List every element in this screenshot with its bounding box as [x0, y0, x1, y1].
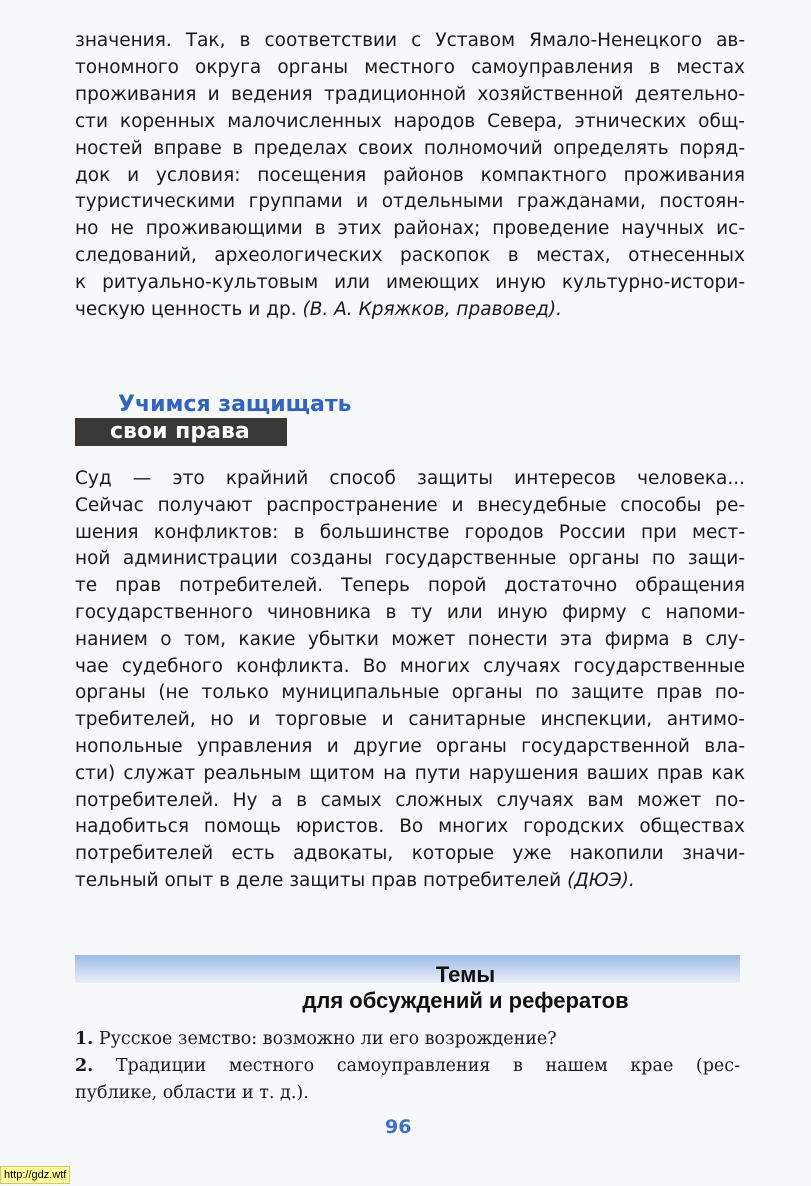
topic-text: Традиции местного самоуправления в нашем крае (рес-: [115, 1056, 740, 1076]
paragraph-line: ностей вправе в пределах своих полномочий определять поряд-: [75, 137, 745, 159]
topic-item-continuation: публике, области и т. д.).: [75, 1083, 309, 1103]
paragraph-line: требителей, но и торговые и санитарные инспекции, антимо-: [75, 709, 745, 731]
paragraph-line: тономного округа органы местного самоуправления в местах: [75, 56, 745, 78]
paragraph-line: надобиться помощь юристов. Во многих городских обществах: [75, 816, 745, 838]
paragraph-line: значения. Так, в соответствии с Уставом Ямало-Ненецкого ав-: [75, 30, 745, 51]
section-heading-line2: свои права: [110, 419, 250, 444]
paragraph-line: потребителей. Ну а в самых сложных случаях вам может по-: [75, 789, 745, 811]
paragraph-line: нопольные управления и другие органы государственной вла-: [75, 736, 745, 757]
paragraph-line: государственного чиновника в ту или иную фирму с напоми-: [75, 602, 745, 623]
paragraph-line: чае судебного конфликта. Во многих случаях государственные: [75, 655, 745, 677]
topic-number: 1.: [75, 1029, 94, 1049]
line-text: ческую ценность и др.: [75, 299, 297, 320]
paragraph-line: органы (не только муниципальные органы по защите прав по-: [75, 682, 745, 704]
quote-source: (В. А. Кряжков, правовед).: [302, 299, 562, 320]
quote-source: (ДЮЭ).: [567, 870, 635, 891]
watermark-link[interactable]: http://gdz.wtf: [0, 1166, 70, 1184]
topic-number: 2.: [75, 1056, 94, 1076]
paragraph-line: туристическими группами и отдельными гражданами, постоян-: [75, 191, 745, 213]
paragraph-line: док и условия: посещения районов компактного проживания: [75, 164, 745, 186]
paragraph-line: те прав потребителей. Теперь порой достаточно обращения: [75, 575, 745, 597]
paragraph-line: ной администрации созданы государственные органы по защи-: [75, 548, 745, 570]
paragraph-line: шения конфликтов: в большинстве городов России при мест-: [75, 521, 745, 543]
paragraph-line: [75, 297, 745, 323]
topic-item: [75, 1053, 740, 1080]
paragraph-line: сти коренных малочисленных народов Севера, этнических общ-: [75, 110, 745, 132]
paragraph-line: к ритуально-культовым или имеющих иную культурно-истори-: [75, 272, 745, 294]
paragraph-line: сти) служат реальным щитом на пути нарушения ваших прав как: [75, 762, 745, 784]
paragraph-line: [75, 868, 745, 894]
topics-heading-line2: для обсуждений и рефератов: [302, 988, 629, 1013]
paragraph-line: проживания и ведения традиционной хозяйственной деятельно-: [75, 83, 745, 105]
paragraph-line: нанием о том, какие убытки может понести эта фирма в слу-: [75, 628, 745, 650]
paragraph-line: следований, археологических раскопок в местах, отнесенных: [75, 245, 745, 267]
topic-text: Русское земство: возможно ли его возрождение?: [98, 1029, 557, 1049]
topics-heading-line1: Темы: [435, 962, 496, 987]
topic-item: [75, 1026, 740, 1053]
paragraph-line: но не проживающими в этих районах; проведение научных ис-: [75, 218, 745, 240]
paragraph-line: Суд — это крайний способ защиты интересов человека...: [75, 468, 745, 489]
line-text: тельный опыт в деле защиты прав потребителей: [75, 870, 562, 891]
paragraph-line: Сейчас получают распространение и внесудебные способы ре-: [75, 494, 745, 516]
section-heading-line1: Учимся защищать: [118, 392, 352, 417]
paragraph-line: потребителей есть адвокаты, которые уже накопили значи-: [75, 843, 745, 865]
page-number: 96: [385, 1116, 412, 1138]
